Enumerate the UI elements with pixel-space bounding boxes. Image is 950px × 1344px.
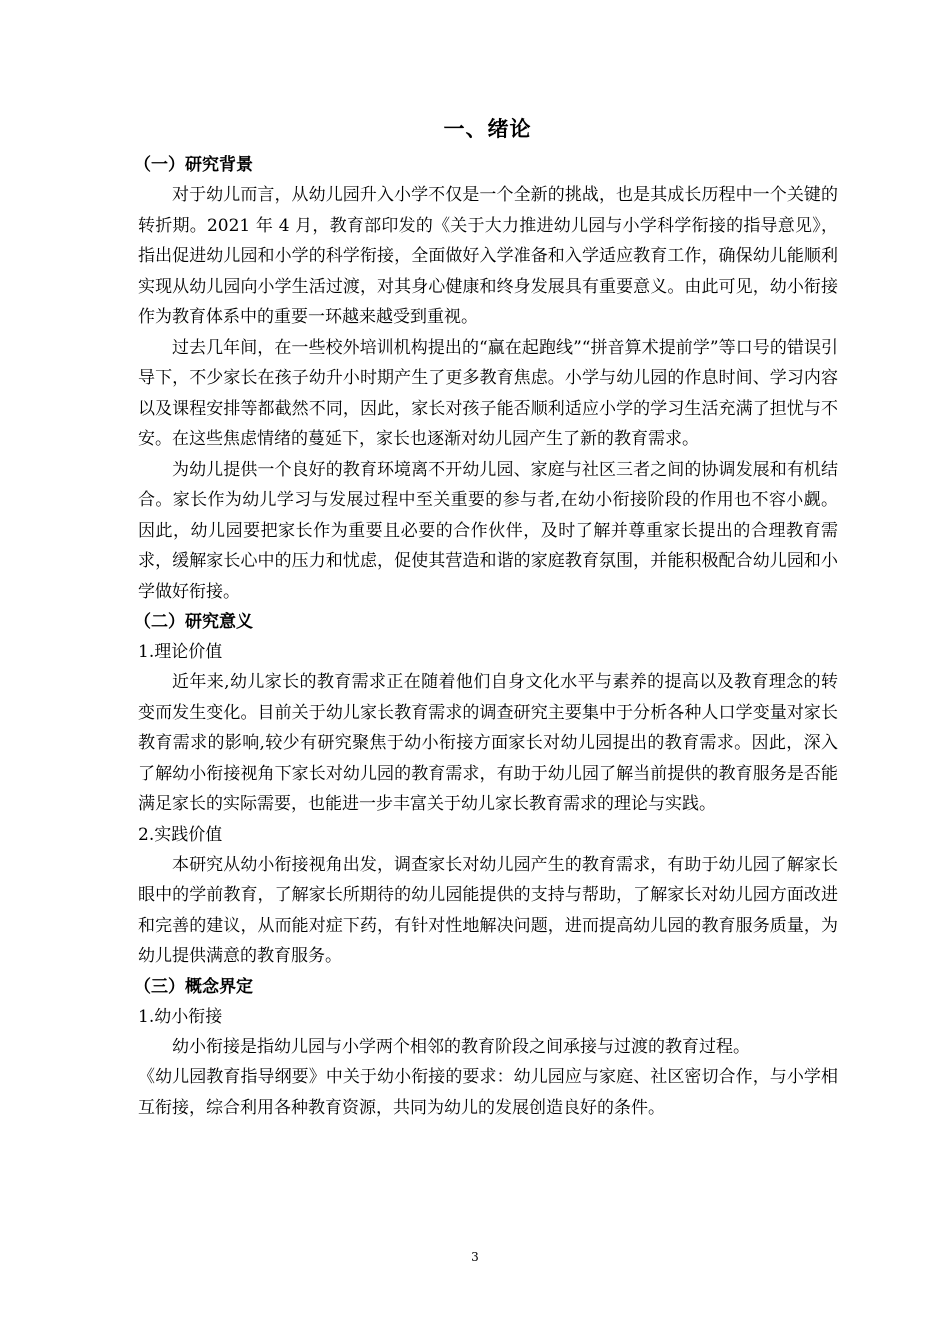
paragraph-background-3: 为幼儿提供一个良好的教育环境离不开幼儿园、家庭与社区三者之间的协调发展和有机结合。家长作为幼儿学习与发展过程中至关重要的参与者,在幼小衔接阶段的作用也不容小觑。因此，幼儿园要把家长作为重要且必要的合作伙伴，及时了解并尊重家长提出的合理教育需求，缓解家长心中的压力和忧虑，促使其营造和谐的家庭教育氛围，并能积极配合幼儿园和小学做好衔接。 <box>138 459 838 602</box>
document-body <box>134 150 838 1123</box>
page-number: 3 <box>471 1250 479 1264</box>
section-heading-significance: （二）研究意义 <box>134 612 253 632</box>
paragraph-background-2: 过去几年间，在一些校外培训机构提出的“赢在起跑线”“拼音算术提前学”等口号的错误引导下，不少家长在孩子幼升小时期产生了更多教育焦虑。小学与幼儿园的作息时间、学习内容以及课程安排等都截然不同，因此，家长对孩子能否顺利适应小学的学习生活充满了担忧与不安。在这些焦虑情绪的蔓延下，家长也逐渐对幼儿园产生了新的教育需求。 <box>138 337 838 449</box>
subheading-theoretical-value: 1.理论价值 <box>138 642 223 662</box>
paragraph-background-1: 对于幼儿而言，从幼儿园升入小学不仅是一个全新的挑战，也是其成长历程中一个关键的转折期。2021 年 4 月，教育部印发的《关于大力推进幼儿园与小学科学衔接的指导意见》，指出促进幼儿园和小学的科学衔接，全面做好入学准备和入学适应教育工作，确保幼儿能顺利实现从幼儿园向小学生活过渡，对其身心健康和终身发展具有重要意义。由此可见，幼小衔接作为教育体系中的重要一环越来越受到重视。 <box>138 185 838 327</box>
subheading-practical-value: 2.实践价值 <box>138 824 223 845</box>
subheading-transition: 1.幼小衔接 <box>138 1006 223 1027</box>
paragraph-guideline-quote: 《幼儿园教育指导纲要》中关于幼小衔接的要求：幼儿园应与家庭、社区密切合作，与小学相互衔接，综合利用各种教育资源，共同为幼儿的发展创造良好的条件。 <box>138 1067 838 1118</box>
section-heading-background: （一）研究背景 <box>134 155 253 175</box>
section-heading-definitions: （三）概念界定 <box>134 976 253 997</box>
paragraph-transition-definition: 幼小衔接是指幼儿园与小学两个相邻的教育阶段之间承接与过渡的教育过程。 <box>172 1036 750 1057</box>
chapter-title: 一、绪论 <box>443 116 532 141</box>
paragraph-theoretical-value: 近年来,幼儿家长的教育需求正在随着他们自身文化水平与素养的提高以及教育理念的转变而发生变化。目前关于幼儿家长教育需求的调查研究主要集中于分析各种人口学变量对家长教育需求的影响,较少有研究聚焦于幼小衔接方面家长对幼儿园提出的教育需求。因此，深入了解幼小衔接视角下家长对幼儿园的教育需求，有助于幼儿园了解当前提供的教育服务是否能满足家长的实际需要，也能进一步丰富关于幼儿家长教育需求的理论与实践。 <box>138 672 838 814</box>
paragraph-practical-value: 本研究从幼小衔接视角出发，调查家长对幼儿园产生的教育需求，有助于幼儿园了解家长眼中的学前教育，了解家长所期待的幼儿园能提供的支持与帮助，了解家长对幼儿园方面改进和完善的建议，从而能对症下药，有针对性地解决问题，进而提高幼儿园的教育服务质量，为幼儿提供满意的教育服务。 <box>138 854 838 966</box>
